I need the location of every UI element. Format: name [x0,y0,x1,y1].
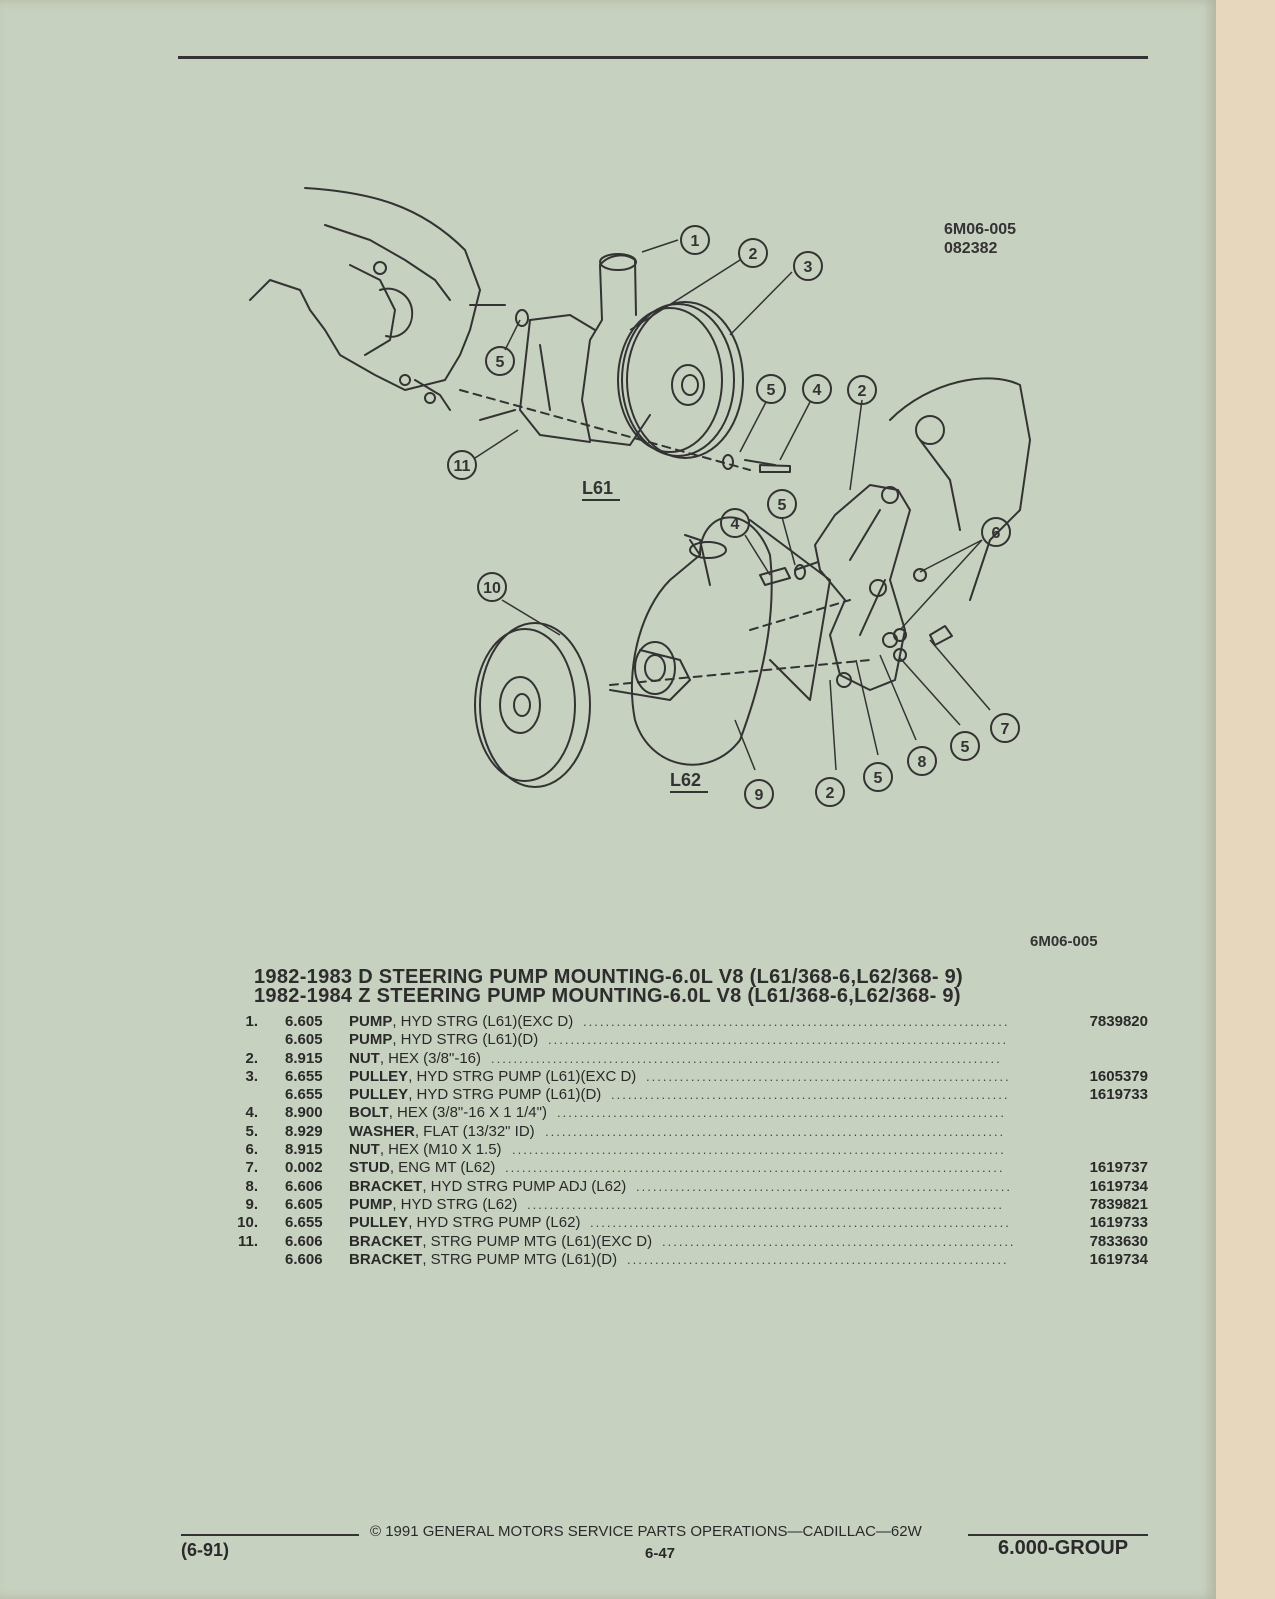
callout-11: 11 [453,458,471,475]
part-number: 1619734 [1089,1250,1148,1268]
part-name: PUMP [349,1195,393,1213]
part-name: BOLT [349,1104,389,1122]
part-number: 1619734 [1089,1177,1148,1195]
callout-5: 5 [777,497,787,514]
part-description [349,1141,502,1159]
group-code: 6.000-GROUP [998,1537,1129,1559]
leader-dots: ........................................................................................ [512,1142,1006,1158]
part-name: BRACKET [349,1250,423,1268]
part-detail: , HYD STRG PUMP ADJ (L62) [422,1177,627,1195]
callout-5: 5 [873,770,883,787]
leader-dots: ......................................................................................... [505,1160,1005,1176]
callout-5: 5 [495,354,505,371]
leader-dots: ............................................................... [662,1233,1016,1249]
callout-2: 2 [857,383,867,400]
part-detail: , HYD STRG PUMP (L61)(EXC D) [408,1067,637,1085]
part-name: WASHER [349,1122,415,1140]
parts-list-row [228,1068,1148,1086]
ref-number: 9. [245,1195,258,1213]
part-name: PUMP [349,1013,393,1030]
group-number: 6.655 [285,1086,323,1104]
part-number: 7839821 [1089,1195,1148,1213]
group-number: 8.900 [285,1104,323,1122]
ref-number: 2. [245,1049,258,1067]
leader-dots: ............................................................................ [583,1014,1010,1029]
part-description [349,1050,481,1068]
part-detail: , HYD STRG (L61)(EXC D) [392,1013,574,1030]
parts-list-row [228,1086,1148,1104]
part-detail: , HEX (3/8"-16 X 1 1/4") [388,1104,547,1122]
part-detail: , HEX (M10 X 1.5) [379,1141,502,1159]
top-rule [178,56,1148,59]
group-number: 6.606 [285,1232,323,1250]
l62-alignment-line-1 [610,660,870,685]
part-number: 7833630 [1089,1232,1148,1250]
leader-dots: .................................................................................. [548,1032,1009,1048]
figure-code: 6M06-005 [944,221,1017,238]
parts-list-row [228,1214,1148,1232]
callout-4: 4 [730,516,740,533]
leader-dots: ................................................................... [636,1178,1012,1194]
part-number: 1619733 [1089,1214,1148,1232]
exploded-diagram [230,180,1060,830]
leader-dots: ........................................................................... [590,1215,1011,1231]
part-number: 1619737 [1089,1159,1148,1177]
callout-6: 6 [991,525,1001,542]
group-number: 6.606 [285,1177,323,1195]
group-number: 6.605 [285,1013,323,1030]
part-name: PULLEY [349,1214,409,1232]
group-number: 6.655 [285,1067,323,1085]
figure-date-code: 082382 [944,240,998,257]
callout-4: 4 [812,382,822,399]
diagram-reference: 6M06-005 [1030,933,1098,950]
part-detail: , ENG MT (L62) [389,1159,496,1177]
parts-list-row [228,1159,1148,1177]
part-name: BRACKET [349,1177,423,1195]
view-labels [582,478,701,790]
footer-rule-right [968,1534,1148,1536]
parts-list-row [228,1123,1148,1141]
callout-7: 7 [1000,721,1010,738]
part-description [349,1104,547,1122]
group-number: 0.002 [285,1159,323,1177]
l62-pump [610,517,830,764]
group-number: 6.606 [285,1250,323,1268]
callout-leaders [475,240,990,770]
ref-number: 3. [245,1067,258,1085]
ref-number: 10. [237,1214,258,1232]
callout-1: 1 [690,233,700,250]
part-detail: , HYD STRG (L61)(D) [392,1031,539,1049]
leader-dots: ................................................................. [646,1068,1011,1084]
callout-2: 2 [825,785,835,802]
callout-9: 9 [754,787,764,804]
part-name: PULLEY [349,1067,409,1085]
part-description [349,1013,573,1031]
part-detail: , STRG PUMP MTG (L61)(EXC D) [422,1232,653,1250]
group-number: 8.915 [285,1049,323,1067]
parts-list-row [228,1050,1148,1068]
parts-list-row [228,1104,1148,1122]
part-detail: , STRG PUMP MTG (L61)(D) [422,1250,618,1268]
group-number: 6.605 [285,1195,323,1213]
l62-pulley [475,623,590,787]
part-name: BRACKET [349,1232,423,1250]
ref-number: 5. [245,1122,258,1140]
label-l61: L61 [582,478,614,498]
parts-list-row [228,1013,1148,1031]
footer-date-code: (6-91) [181,1540,230,1560]
leader-dots: ................................................................................ [557,1105,1006,1121]
part-detail: , HYD STRG PUMP (L61)(D) [408,1086,602,1104]
part-name: STUD [349,1159,390,1177]
parts-list-row [228,1141,1148,1159]
leader-dots: .................................................................................. [545,1123,1006,1139]
part-description [349,1068,636,1086]
footer-rule-left [181,1534,359,1536]
part-detail: , HYD STRG (L62) [392,1195,518,1213]
part-detail: , FLAT (13/32" ID) [414,1122,535,1140]
leader-dots: ....................................................................... [611,1087,1010,1103]
part-number: 1619733 [1089,1086,1148,1104]
part-description [349,1086,601,1104]
leader-dots: ..................................................................................... [527,1196,1005,1212]
l62-engine-outline [890,378,1030,600]
part-description [349,1031,538,1049]
callout-2: 2 [748,246,758,263]
part-number: 7839820 [1089,1013,1148,1030]
part-description [349,1251,617,1269]
part-description [349,1178,626,1196]
copyright: © 1991 GENERAL MOTORS SERVICE PARTS OPERATIONS—CADILLAC—62W [370,1523,922,1540]
label-l62: L62 [670,770,702,790]
part-name: PUMP [349,1031,393,1049]
part-description [349,1214,580,1232]
section-title-1: 1982-1983 D STEERING PUMP MOUNTING-6.0L V8 (L61/368-6,L62/368- 9) [254,966,964,988]
ref-number: 1. [245,1013,258,1030]
page-number: 6-47 [645,1545,676,1562]
leader-dots: .................................................................... [627,1251,1009,1267]
parts-list-row [228,1196,1148,1214]
group-number: 6.655 [285,1214,323,1232]
ref-number: 6. [245,1141,258,1159]
part-number: 1605379 [1089,1067,1148,1085]
group-number: 6.605 [285,1031,323,1049]
parts-list-row [228,1031,1148,1049]
ref-number: 11. [237,1232,258,1250]
parts-list-row [228,1178,1148,1196]
ref-number: 8. [245,1177,258,1195]
callout-10: 10 [483,580,501,597]
section-title-2: 1982-1984 Z STEERING PUMP MOUNTING-6.0L V8 (L61/368-6,L62/368- 9) [254,985,961,1007]
group-number: 8.915 [285,1141,323,1159]
part-description [349,1233,652,1251]
parts-list [228,1013,1148,1269]
leader-dots: ........................................................................................... [491,1050,1002,1066]
part-description [349,1159,495,1177]
callout-5: 5 [960,739,970,756]
part-name: NUT [349,1049,380,1067]
callout-5: 5 [766,382,776,399]
part-description [349,1123,535,1141]
part-detail: , HEX (3/8"-16) [379,1049,482,1067]
callout-8: 8 [917,754,927,771]
part-name: PULLEY [349,1086,409,1104]
parts-list-row [228,1251,1148,1269]
callout-3: 3 [803,259,813,276]
part-name: NUT [349,1141,380,1159]
l61-engine-outline [250,188,480,410]
l62-fasteners [760,562,952,661]
group-number: 8.929 [285,1122,323,1140]
parts-list-row [228,1233,1148,1251]
ref-number: 4. [245,1104,258,1122]
ref-number: 7. [245,1159,258,1177]
part-description [349,1196,517,1214]
part-detail: , HYD STRG PUMP (L62) [408,1214,581,1232]
